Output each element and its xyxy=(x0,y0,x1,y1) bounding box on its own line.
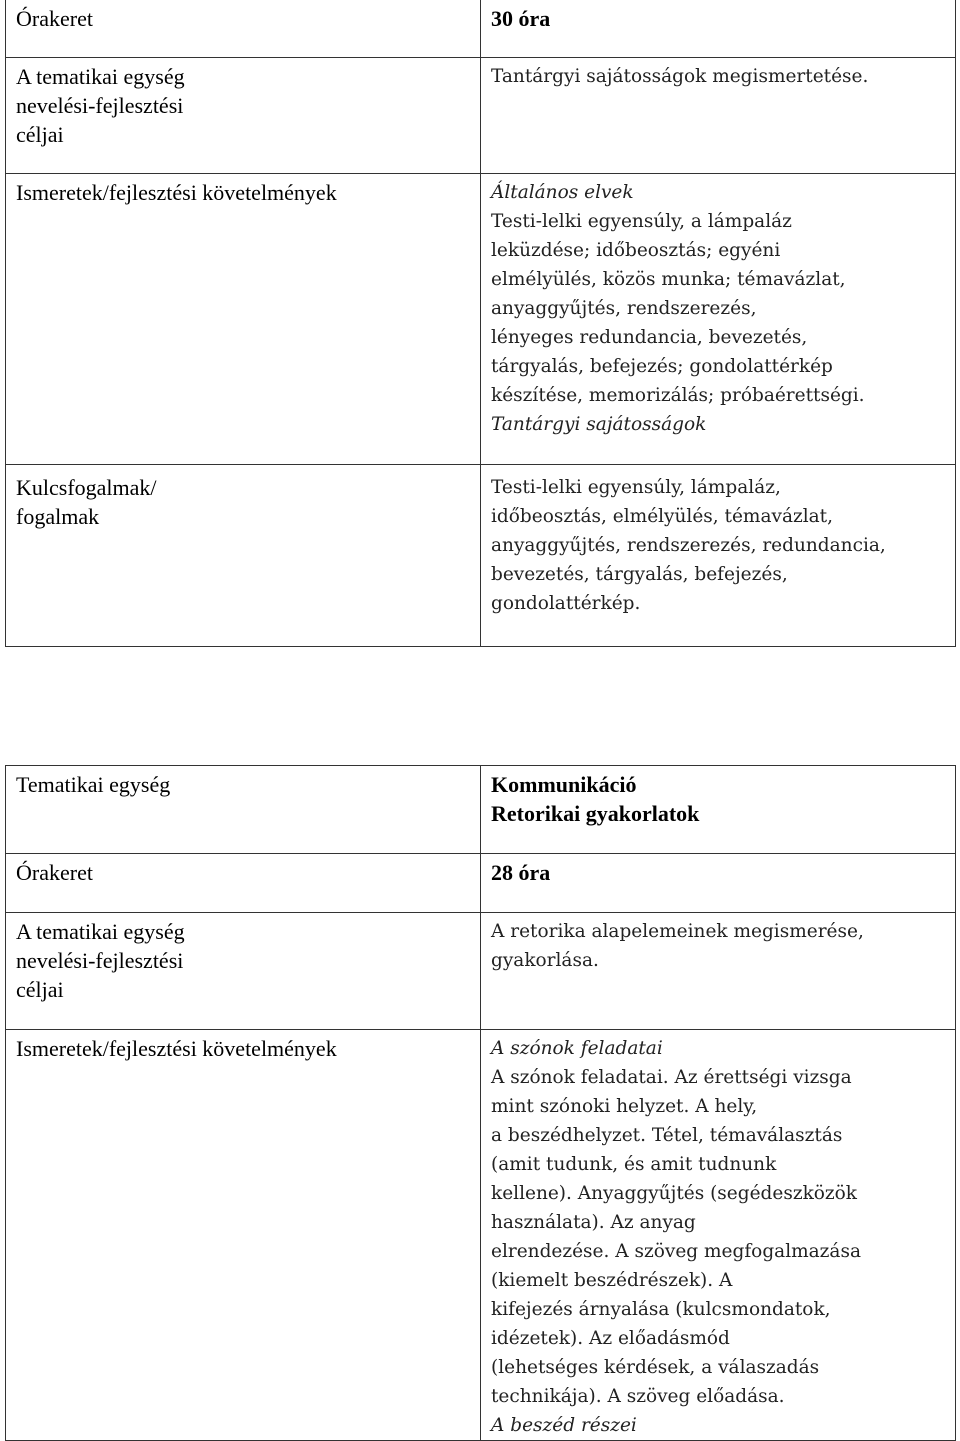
content-line: (amit tudunk, és amit tudnunk xyxy=(491,1154,777,1175)
content-line: a beszédhelyzet. Tétel, témaválasztás xyxy=(491,1125,843,1146)
content-line: anyaggyűjtés, rendszerezés, redundancia, xyxy=(491,535,886,556)
row-label xyxy=(6,913,481,1030)
row-label xyxy=(6,854,481,913)
label-text: Órakeret xyxy=(16,6,93,31)
table-row xyxy=(6,0,956,58)
content-line: gondolattérkép. xyxy=(491,593,641,614)
content-line: technikája). A szöveg előadása. xyxy=(491,1386,785,1407)
label-line: céljai xyxy=(16,977,64,1002)
content-line: gyakorlása. xyxy=(491,950,599,971)
row-value xyxy=(481,465,956,647)
table-row xyxy=(6,766,956,854)
content-line: A retorika alapelemeinek megismerése, xyxy=(491,921,864,942)
content-line: Testi-lelki egyensúly, a lámpaláz xyxy=(491,211,792,232)
label-text: Ismeretek/fejlesztési követelmények xyxy=(16,180,337,205)
content-line: elmélyülés, közös munka; témavázlat, xyxy=(491,269,846,290)
content-line: A szónok feladatai. Az érettségi vizsga xyxy=(491,1067,852,1088)
row-value xyxy=(481,1030,956,1441)
label-line: céljai xyxy=(16,122,64,147)
row-label xyxy=(6,174,481,465)
content-line: kellene). Anyaggyűjtés (segédeszközök xyxy=(491,1183,858,1204)
label-line: A tematikai egység xyxy=(16,919,185,944)
table-row xyxy=(6,465,956,647)
row-value xyxy=(481,174,956,465)
curriculum-table-1 xyxy=(5,0,956,647)
row-value xyxy=(481,913,956,1030)
unit-title: Kommunikáció xyxy=(491,772,637,797)
table-row xyxy=(6,854,956,913)
subheading: Általános elvek xyxy=(491,182,634,203)
label-text: Ismeretek/fejlesztési követelmények xyxy=(16,1036,337,1061)
row-label xyxy=(6,1030,481,1441)
row-label xyxy=(6,0,481,58)
row-value xyxy=(481,854,956,913)
hours-value: 30 óra xyxy=(491,6,551,31)
unit-subtitle: Retorikai gyakorlatok xyxy=(491,801,700,826)
label-line: nevelési-fejlesztési xyxy=(16,948,184,973)
row-value xyxy=(481,0,956,58)
content-line: kifejezés árnyalása (kulcsmondatok, xyxy=(491,1299,831,1320)
goals-text: Tantárgyi sajátosságok megismertetése. xyxy=(491,66,869,87)
table-row xyxy=(6,174,956,465)
hours-value: 28 óra xyxy=(491,860,551,885)
content-line: idézetek). Az előadásmód xyxy=(491,1328,730,1349)
table-row xyxy=(6,1030,956,1441)
table-row xyxy=(6,913,956,1030)
label-line: nevelési-fejlesztési xyxy=(16,93,184,118)
label-line: A tematikai egység xyxy=(16,64,185,89)
curriculum-table-2 xyxy=(5,765,956,1441)
content-line: anyaggyűjtés, rendszerezés, xyxy=(491,298,757,319)
label-line: fogalmak xyxy=(16,504,100,529)
subheading: A szónok feladatai xyxy=(491,1038,663,1059)
content-line: bevezetés, tárgyalás, befejezés, xyxy=(491,564,788,585)
table-row xyxy=(6,58,956,174)
content-line: (lehetséges kérdések, a válaszadás xyxy=(491,1357,820,1378)
subheading: Tantárgyi sajátosságok xyxy=(491,414,707,435)
label-text: Órakeret xyxy=(16,860,93,885)
subheading: A beszéd részei xyxy=(491,1415,637,1436)
content-line: készítése, memorizálás; próbaérettségi. xyxy=(491,385,865,406)
content-line: (kiemelt beszédrészek). A xyxy=(491,1270,733,1291)
content-line: lényeges redundancia, bevezetés, xyxy=(491,327,808,348)
content-line: mint szónoki helyzet. A hely, xyxy=(491,1096,758,1117)
row-label xyxy=(6,766,481,854)
content-line: tárgyalás, befejezés; gondolattérkép xyxy=(491,356,833,377)
content-line: használata). Az anyag xyxy=(491,1212,696,1233)
label-text: Tematikai egység xyxy=(16,772,171,797)
label-line: Kulcsfogalmak/ xyxy=(16,475,157,500)
row-label xyxy=(6,465,481,647)
content-line: elrendezése. A szöveg megfogalmazása xyxy=(491,1241,861,1262)
row-value xyxy=(481,766,956,854)
content-line: időbeosztás, elmélyülés, témavázlat, xyxy=(491,506,833,527)
row-label xyxy=(6,58,481,174)
content-line: Testi-lelki egyensúly, lámpaláz, xyxy=(491,477,781,498)
row-value xyxy=(481,58,956,174)
content-line: leküzdése; időbeosztás; egyéni xyxy=(491,240,781,261)
